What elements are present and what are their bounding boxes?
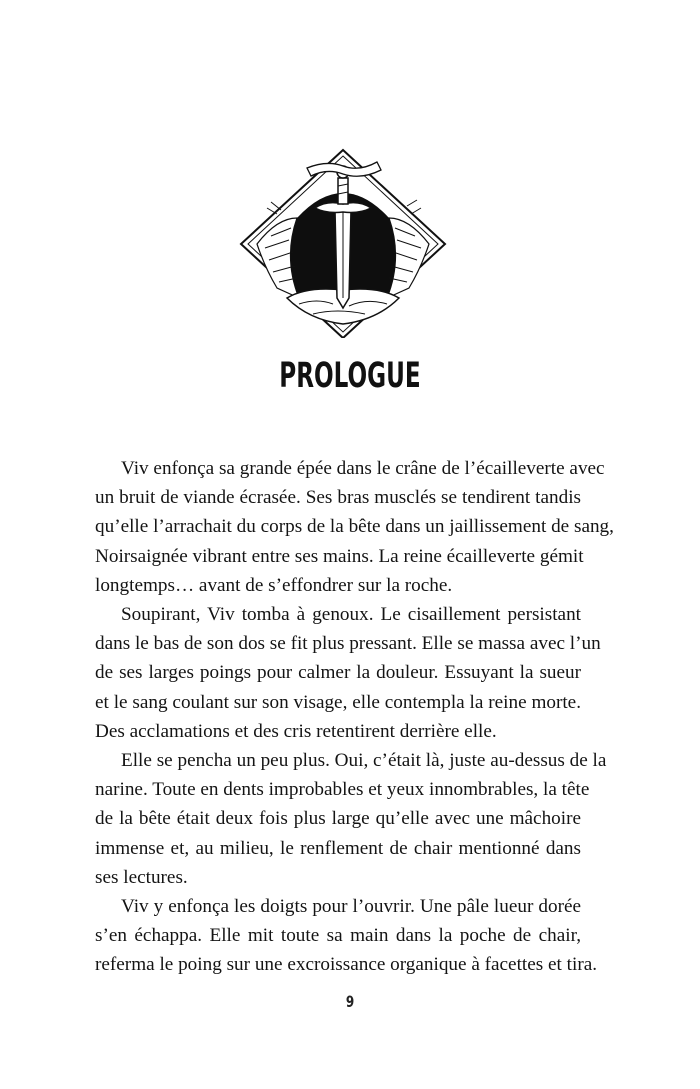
text-line: et le sang coulant sur son visage, elle contempla la reine morte. (95, 691, 581, 713)
page-number: 9 (345, 992, 355, 1011)
text-line: de la bête était deux fois plus large qu’elle avec une mâchoire (95, 808, 581, 830)
paragraph (95, 892, 598, 980)
text-line: Des acclamations et des cris retentirent derrière elle. (95, 720, 497, 742)
text-line: un bruit de viande écrasée. Ses bras musclés se tendirent tandis (95, 487, 581, 509)
text-line: de ses larges poings pour calmer la douleur. Essuyant la sueur (95, 662, 581, 684)
chapter-title: PROLOGUE (279, 356, 421, 396)
text-line: referma le poing sur une excroissance organique à facettes et tira. (95, 954, 598, 976)
paragraph (95, 454, 614, 600)
text-line: dans le bas de son dos se fit plus pressant. Elle se massa avec l’un (95, 633, 601, 655)
text-line: Viv enfonça sa grande épée dans le crâne de l’écailleverte avec (121, 458, 605, 479)
text-line: s’en échappa. Elle mit toute sa main dans la poche de chair, (95, 925, 581, 947)
text-line: Noirsaignée vibrant entre ses mains. La reine écailleverte gémit (95, 545, 584, 567)
text-line: Elle se pencha un peu plus. Oui, c’était là, juste au-dessus de la (121, 750, 607, 772)
text-line: Soupirant, Viv tomba à genoux. Le cisaillement persistant (121, 604, 581, 626)
paragraph (95, 746, 607, 892)
chapter-body (95, 454, 614, 980)
sword-in-stone-icon (237, 148, 449, 338)
text-line: Viv y enfonça les doigts pour l’ouvrir. Une pâle lueur dorée (121, 896, 581, 918)
text-line: ses lectures. (95, 866, 188, 888)
text-line: immense et, au milieu, le renflement de chair mentionné dans (95, 837, 581, 859)
text-line: narine. Toute en dents improbables et yeux innombrables, la tête (95, 779, 590, 801)
text-line: longtemps… avant de s’effondrer sur la roche. (95, 574, 453, 596)
paragraph (95, 600, 601, 746)
text-line: qu’elle l’arrachait du corps de la bête dans un jaillissement de sang, (95, 516, 614, 538)
